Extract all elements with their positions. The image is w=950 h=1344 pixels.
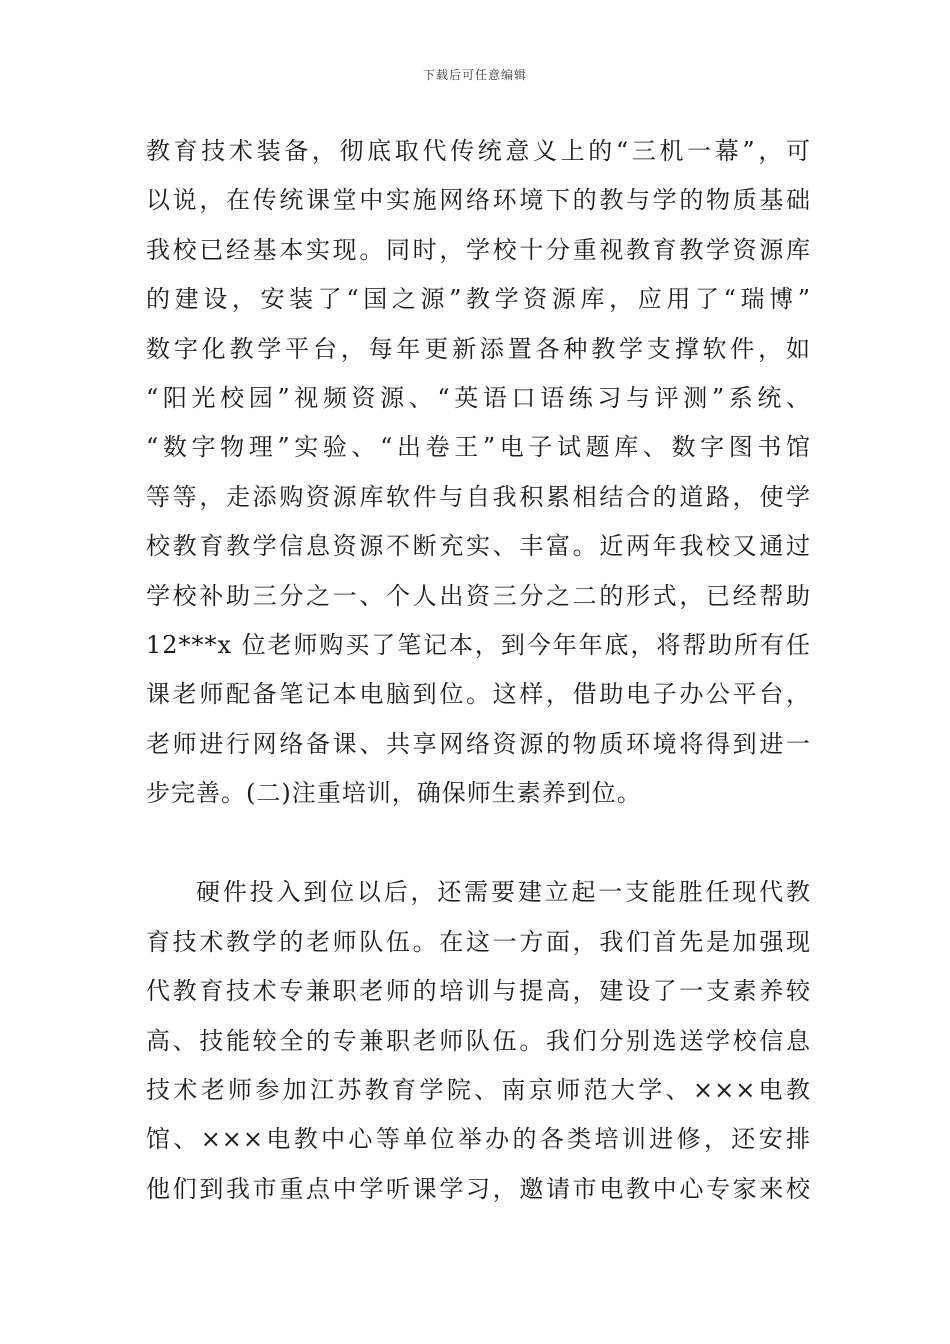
text-line: 的建设，安装了“国之源”教学资源库，应用了“瑞博”: [146, 285, 811, 314]
text-line: 馆、×××电教中心等单位举办的各类培训进修，还安排: [146, 1125, 811, 1154]
text-line: 技术老师参加江苏教育学院、南京师范大学、×××电教: [146, 1076, 811, 1105]
text-line: 硬件投入到位以后，还需要建立起一支能胜任现代教: [196, 878, 811, 907]
text-line: 以说，在传统课堂中实施网络环境下的教与学的物质基础: [146, 186, 811, 215]
text-line: 代教育技术专兼职老师的培训与提高，建设了一支素养较: [146, 977, 811, 1006]
text-line: 校教育教学信息资源不断充实、丰富。近两年我校又通过: [146, 532, 811, 561]
document-body: [146, 127, 811, 1214]
text-line: 他们到我市重点中学听课学习，邀请市电教中心专家来校: [146, 1174, 811, 1203]
text-line: 等等，走添购资源库软件与自我积累相结合的道路，使学: [146, 482, 811, 511]
paragraph-1: [146, 127, 811, 818]
text-line: 数字化教学平台，每年更新添置各种教学支撑软件，如: [146, 334, 811, 363]
text-line: 步完善。(二)注重培训，确保师生素养到位。: [146, 779, 642, 808]
text-line: 育技术教学的老师队伍。在这一方面，我们首先是加强现: [146, 927, 811, 956]
text-line: 课老师配备笔记本电脑到位。这样，借助电子办公平台，: [146, 680, 811, 709]
paragraph-2: [146, 868, 811, 1214]
text-line: “数字物理”实验、“出卷王”电子试题库、数字图书馆: [146, 433, 811, 462]
page-header: 下载后可任意编辑: [422, 68, 527, 82]
text-line: 我校已经基本实现。同时，学校十分重视教育教学资源库: [146, 235, 811, 264]
text-line: “阳光校园”视频资源、“英语口语练习与评测”系统、: [146, 383, 811, 412]
paragraph-gap: [146, 818, 811, 868]
text-line: 高、技能较全的专兼职老师队伍。我们分别选送学校信息: [146, 1026, 811, 1055]
text-line: 12***x 位老师购买了笔记本，到今年年底，将帮助所有任: [146, 630, 811, 659]
text-line: 学校补助三分之一、个人出资三分之二的形式，已经帮助: [146, 581, 811, 610]
text-line: 老师进行网络备课、共享网络资源的物质环境将得到进一: [146, 729, 811, 758]
text-line: 教育技术装备，彻底取代传统意义上的“三机一幕”，可: [146, 137, 811, 165]
